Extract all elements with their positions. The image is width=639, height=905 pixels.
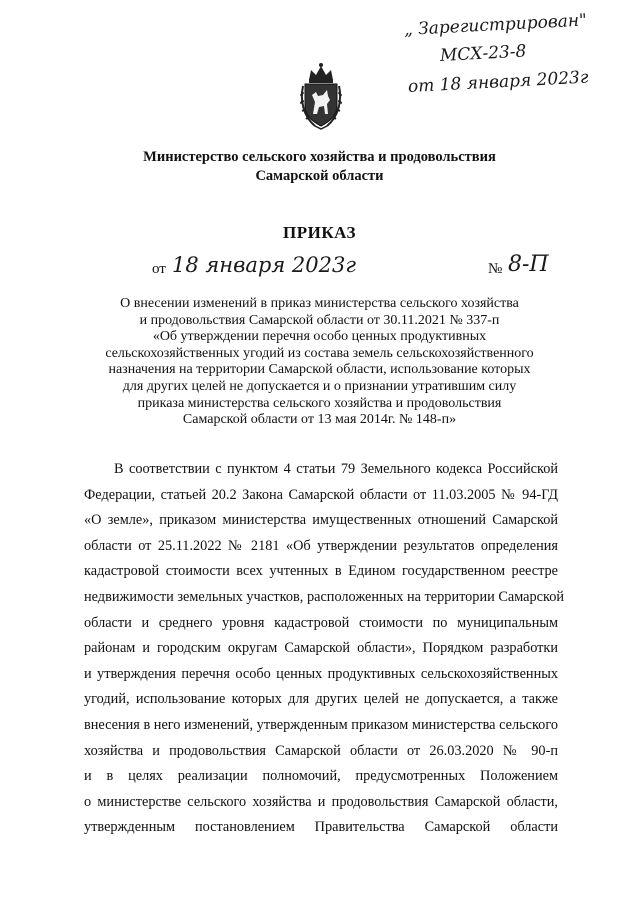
registration-stamp-line1: „ Зарегистрирован"	[403, 10, 588, 40]
order-date-handwritten: 18 января 2023г	[172, 253, 356, 277]
registration-stamp-number: МСХ-23-8	[439, 41, 527, 66]
body-line: Федерации, статьей 20.2 Закона Самарской области от 11.03.2005 № 94-ГД	[84, 486, 558, 503]
registration-stamp-date: от 18 января 2023г	[407, 67, 589, 97]
subject-line: для других целей не допускается и о признании утратившим силу	[122, 378, 517, 394]
body-line: области и среднего уровня кадастровой стоимости по муниципальным	[84, 614, 558, 631]
subject-line: сельскохозяйственных угодий из состава земель сельскохозяйственного	[105, 345, 534, 361]
body-line: и в целях реализации полномочий, предусмотренных Положением	[84, 768, 558, 785]
body-line: утвержденным постановлением Правительства Самарской области	[84, 819, 558, 836]
body-line: районам и городским округам Самарской области», Порядком разработки	[84, 640, 558, 657]
ministry-name-line2: Самарской области	[255, 168, 384, 184]
body-line: хозяйства и продовольствия Самарской области от 26.03.2020 № 90-п	[84, 742, 558, 759]
ministry-name-line1: Министерство сельского хозяйства и продовольствия	[143, 149, 496, 165]
body-line: и утверждения перечня особо ценных продуктивных сельскохозяйственных	[84, 665, 558, 682]
order-number-handwritten: 8-П	[508, 252, 549, 277]
subject-line: приказа министерства сельского хозяйства и продовольствия	[137, 395, 502, 411]
ministry-header	[0, 148, 639, 186]
body-line: В соответствии с пунктом 4 статьи 79 Земельного кодекса Российской	[114, 461, 558, 477]
subject-line: и продовольствия Самарской области от 30.11.2021 № 337-п	[139, 312, 500, 328]
subject-line: О внесении изменений в приказ министерства сельского хозяйства	[120, 296, 519, 311]
document-title: ПРИКАЗ	[283, 223, 356, 242]
subject-line: Самарской области от 13 мая 2014г. № 148-п»	[182, 412, 457, 428]
body-line: кадастровой стоимости всех учтенных в Едином государственном реестре	[84, 563, 558, 580]
body-line: о министерстве сельского хозяйства и продовольствия Самарской области,	[84, 793, 558, 810]
date-prefix: от	[152, 261, 166, 277]
body-line: «О земле», приказом министерства имущественных отношений Самарской	[84, 512, 558, 529]
samara-coat-of-arms-icon	[299, 62, 343, 130]
order-body-paragraph	[84, 457, 565, 841]
body-line: угодий, использование которых для других целей не допускается, а также	[84, 691, 558, 708]
body-line: области от 25.11.2022 № 2181 «Об утверждении результатов определения	[84, 537, 558, 554]
body-line: недвижимости земельных участков, расположенных на территории Самарской	[84, 588, 565, 605]
number-prefix: №	[488, 261, 503, 277]
subject-line: «Об утверждении перечня особо ценных продуктивных	[152, 329, 487, 345]
order-subject	[0, 296, 639, 429]
body-line: внесения в него изменений, утвержденным приказом министерства сельского	[84, 716, 558, 733]
subject-line: назначения на территории Самарской области, использование которых	[108, 362, 531, 378]
